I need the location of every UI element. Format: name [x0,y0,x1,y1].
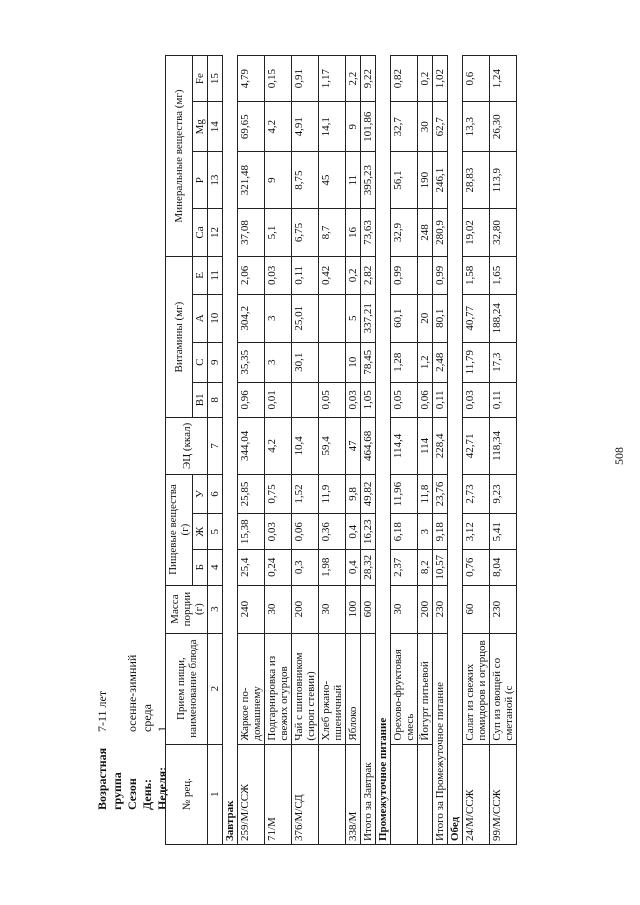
table-cell: 1,98 [319,549,346,585]
header-mass: Масса порции (г) [166,585,208,633]
table-cell: 100 [346,585,361,633]
table-cell: 40,77 [463,294,490,342]
header-sub: Ж [193,514,208,550]
header-col-number: 2 [208,633,223,744]
table-cell: 9 [346,102,361,152]
table-cell: 376/М/СД [292,744,319,844]
table-cell: 1,02 [433,56,448,102]
table-cell: 0,03 [265,257,292,295]
table-cell: 101,86 [361,102,376,152]
meta-label: Неделя: [155,766,169,810]
total-row [361,56,376,845]
table-cell: 9 [265,152,292,208]
table-cell: 2,73 [463,474,490,514]
table-cell: 9,18 [433,514,448,550]
table-cell: Подгарнировка из свежих огурцов [265,633,292,744]
table-cell: 6,18 [391,514,418,550]
table-cell: 32,9 [391,208,418,256]
header-minerals: Минеральные вещества (мг) [166,56,193,257]
header-col-number: 4 [208,549,223,585]
table-cell [292,382,319,418]
section-label: Завтрак [223,56,238,845]
table-cell: 5,1 [265,208,292,256]
table-cell: 114 [418,418,433,474]
table-cell: 3 [418,514,433,550]
table-cell: 14,1 [319,102,346,152]
table-cell: 20 [418,294,433,342]
table-cell: 0,06 [418,382,433,418]
table-cell: 0,6 [463,56,490,102]
table-cell: 200 [418,585,433,633]
table-cell: 37,08 [238,208,265,256]
table-cell: Йогурт питьевой [418,633,433,744]
table-cell: 0,03 [265,514,292,550]
header-sub: Б [193,549,208,585]
table-cell: 118,34 [490,418,517,474]
section-label: Обед [448,56,463,845]
table-cell: 0,05 [319,382,346,418]
table-cell: 78,45 [361,342,376,382]
table-cell: 24/М/ССЖ [463,744,490,844]
table-cell: 114,4 [391,418,418,474]
table-cell: 73,63 [361,208,376,256]
table-cell [418,744,433,844]
header-sub: E [193,257,208,295]
table-cell: 113,9 [490,152,517,208]
header-col-number: 5 [208,514,223,550]
table-row [391,56,418,845]
table-cell: 1,24 [490,56,517,102]
table-cell: 230 [433,585,448,633]
header-sub: P [193,152,208,208]
table-cell: 338/М [346,744,361,844]
table-cell: 0,42 [319,257,346,295]
table-row [265,56,292,845]
section-row [223,56,238,845]
table-cell: 0,76 [463,549,490,585]
total-label: Итого за Завтрак [361,633,376,844]
table-cell: 11,9 [319,474,346,514]
table-cell: 0,99 [391,257,418,295]
table-cell: 0,99 [433,257,448,295]
table-cell: 5 [346,294,361,342]
table-cell: 2,82 [361,257,376,295]
table-cell: 8,75 [292,152,319,208]
meta-value: осенне-зимний [125,654,139,732]
table-cell: 9,22 [361,56,376,102]
table-row [346,56,361,845]
header-sub: У [193,474,208,514]
header-sub: Fe [193,56,208,102]
table-cell: 240 [238,585,265,633]
table-cell: 3,12 [463,514,490,550]
table-cell: 1,65 [490,257,517,295]
table-cell: 0,75 [265,474,292,514]
table-cell: 344,04 [238,418,265,474]
header-col-number: 8 [208,382,223,418]
table-cell: 0,2 [346,257,361,295]
table-cell: 6,75 [292,208,319,256]
table-cell: 3 [265,342,292,382]
table-cell: 71/М [265,744,292,844]
meta-label: День: [140,779,154,810]
table-cell: 49,82 [361,474,376,514]
table-cell: 190 [418,152,433,208]
meta-value: 1 [155,726,169,732]
table-cell: 25,4 [238,549,265,585]
meta-label: Сезон [125,778,139,810]
table-cell: 30 [418,102,433,152]
table-cell: 30,1 [292,342,319,382]
header-col-number: 7 [208,418,223,474]
table-cell: 1,2 [418,342,433,382]
table-cell: 28,32 [361,549,376,585]
meta-row [125,655,140,810]
table-cell: 0,3 [292,549,319,585]
table-cell: 17,3 [490,342,517,382]
table-cell: 0,4 [346,514,361,550]
table-cell: 259/М/ССЖ [238,744,265,844]
table-cell: 28,83 [463,152,490,208]
header-rec: № рец. [166,744,208,844]
table-cell: 59,4 [319,418,346,474]
table-cell: 280,9 [433,208,448,256]
table-cell: 2,06 [238,257,265,295]
header-sub: C [193,342,208,382]
table-cell: 19,02 [463,208,490,256]
table-cell: 464,68 [361,418,376,474]
header-sub: B1 [193,382,208,418]
header-col-number: 1 [208,744,223,844]
table-cell: 0,11 [433,382,448,418]
header-sub: Mg [193,102,208,152]
header-col-number: 15 [208,56,223,102]
table-cell: 11,96 [391,474,418,514]
table-row [490,56,517,845]
table-row [418,56,433,845]
table-cell: 56,1 [391,152,418,208]
table-cell: 200 [292,585,319,633]
table-row [463,56,490,845]
meta-label: Возрастная группа [95,747,124,810]
table-cell: 30 [265,585,292,633]
table-cell: 2,48 [433,342,448,382]
table-cell: 5,41 [490,514,517,550]
table-cell: 0,2 [418,56,433,102]
total-row [433,56,448,845]
header-col-number: 6 [208,474,223,514]
page-number: 508 [612,447,626,465]
table-cell: 13,3 [463,102,490,152]
table-cell: 0,11 [292,257,319,295]
table-cell: 0,24 [265,549,292,585]
table-cell: 32,7 [391,102,418,152]
table-cell: 26,30 [490,102,517,152]
table-cell: 0,03 [346,382,361,418]
nutrition-table [165,55,517,845]
table-cell: 9,23 [490,474,517,514]
table-cell: 16,23 [361,514,376,550]
table-cell: 0,06 [292,514,319,550]
table-cell: 4,91 [292,102,319,152]
table-cell: 10,4 [292,418,319,474]
header-vitamins: Витамины (мг) [166,257,193,418]
header-col-number: 11 [208,257,223,295]
header-col-number: 13 [208,152,223,208]
table-cell: 60,1 [391,294,418,342]
table-cell: 0,36 [319,514,346,550]
table-cell: 246,1 [433,152,448,208]
table-cell: 0,01 [265,382,292,418]
table-cell: 2,2 [346,56,361,102]
table-cell: 11 [346,152,361,208]
table-cell: 11,79 [463,342,490,382]
table-cell: 4,2 [265,102,292,152]
table-cell: Суп из овощей со сметаной (с [490,633,517,744]
table-cell: 32,80 [490,208,517,256]
table-cell: 0,96 [238,382,265,418]
table-cell [391,744,418,844]
table-row [319,56,346,845]
table-cell [319,294,346,342]
table-cell: 10 [346,342,361,382]
table-cell: 0,03 [463,382,490,418]
table-cell [319,342,346,382]
table-cell: 99/М/ССЖ [490,744,517,844]
table-cell: 60 [463,585,490,633]
table-cell: 304,2 [238,294,265,342]
table-cell: 395,23 [361,152,376,208]
header-col-number: 10 [208,294,223,342]
table-cell: 1,17 [319,56,346,102]
table-cell: 0,15 [265,56,292,102]
table-cell: 4,79 [238,56,265,102]
table-cell: 42,71 [463,418,490,474]
table-cell: 8,04 [490,549,517,585]
table-cell [319,744,346,844]
table-cell: 35,35 [238,342,265,382]
table-cell: 600 [361,585,376,633]
table-cell: 8,2 [418,549,433,585]
table-cell: 30 [319,585,346,633]
table-cell: Салат из свежих помидоров и огурцов [463,633,490,744]
table-cell: 62,7 [433,102,448,152]
table-cell: 248 [418,208,433,256]
table-cell: 3 [265,294,292,342]
table-cell: 25,85 [238,474,265,514]
table-cell: 2,37 [391,549,418,585]
table-cell: Хлеб ржано-пшеничный [319,633,346,744]
table-cell: 0,82 [391,56,418,102]
table-cell [418,257,433,295]
header-col-number: 12 [208,208,223,256]
table-cell: 11,8 [418,474,433,514]
header-energy: ЭЦ (ккал) [166,418,208,474]
table-cell: 188,24 [490,294,517,342]
table-cell: 0,4 [346,549,361,585]
table-cell: 30 [391,585,418,633]
header-col-number: 3 [208,585,223,633]
table-header [166,56,223,845]
table-cell: 228,4 [433,418,448,474]
meta-row [140,655,155,810]
table-cell: 1,28 [391,342,418,382]
meta-value: 7-11 лет [95,690,109,732]
header-sub: A [193,294,208,342]
header-col-number: 14 [208,102,223,152]
header-col-number: 9 [208,342,223,382]
table-row [238,56,265,845]
table-cell: 69,65 [238,102,265,152]
table-cell: 9,8 [346,474,361,514]
table-cell: 0,05 [391,382,418,418]
table-cell: 0,91 [292,56,319,102]
table-cell: 1,52 [292,474,319,514]
section-row [376,56,391,845]
section-label: Промежуточное питание [376,56,391,845]
table-cell: 8,7 [319,208,346,256]
table-cell: 0,11 [490,382,517,418]
table-cell: 321,48 [238,152,265,208]
table-cell: 80,1 [433,294,448,342]
table-cell: 25,01 [292,294,319,342]
section-row [448,56,463,845]
table-cell: 230 [490,585,517,633]
table-cell: Орехово-фруктовая смесь [391,633,418,744]
table-row [292,56,319,845]
table-cell: 47 [346,418,361,474]
header-nutrients: Пищевые вещества (г) [166,474,193,585]
table-cell: 1,05 [361,382,376,418]
table-cell: 15,38 [238,514,265,550]
table-cell: 45 [319,152,346,208]
table-cell: 10,57 [433,549,448,585]
meta-row [95,655,125,810]
table-cell: 23,76 [433,474,448,514]
table-cell: Жаркое по-домашнему [238,633,265,744]
header-meal: Прием пищи, наименование блюда [166,633,208,744]
table-cell: Чай с шиповником (сироп стевии) [292,633,319,744]
table-cell: Яблоко [346,633,361,744]
table-cell: 4,2 [265,418,292,474]
meta-block [95,655,170,810]
total-label: Итого за Промежуточное питание [433,633,448,844]
table-cell: 337,21 [361,294,376,342]
meta-value: среда [140,704,154,732]
table-cell: 1,58 [463,257,490,295]
table-cell: 16 [346,208,361,256]
header-sub: Ca [193,208,208,256]
